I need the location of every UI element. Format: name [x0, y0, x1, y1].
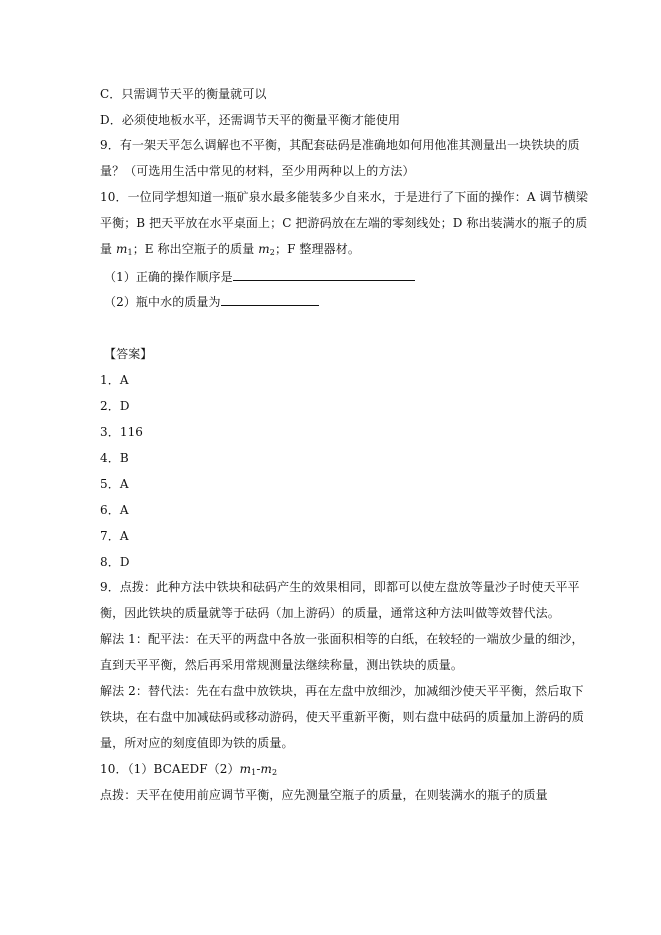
solution-2-line-2: 铁块，在右盘中加减砝码或移动游码，使天平重新平衡，则右盘中砝码的质量加上游码的质 [100, 710, 585, 724]
answer-3: 3．116 [100, 425, 144, 439]
answer-10 [100, 761, 277, 781]
m2-symbol: m [258, 242, 270, 256]
q10-text-b: ；E 称出空瓶子的质量 [132, 242, 259, 256]
question-10-line-1: 10．一位同学想知道一瓶矿泉水最多能装多少自来水，于是进行了下面的操作：A 调节横梁 [100, 190, 588, 204]
answer-header: 【答案】 [104, 347, 153, 361]
answer-m1-symbol: m [239, 762, 252, 776]
question-10-line-2: 平衡；B 把天平放在水平桌面上；C 把游码放在左端的零刻线处；D 称出装满水的瓶子的质 [100, 216, 588, 230]
option-c: C．只需调节天平的衡量就可以 [100, 87, 267, 101]
answer-m2-subscript: 2 [271, 768, 278, 777]
final-explanation: 点拨：天平在使用前应调节平衡，应先测量空瓶子的质量，在则装满水的瓶子的质量 [100, 788, 548, 802]
solution-2-line-3: 量，所对应的刻度值即为铁的质量。 [100, 736, 294, 750]
question-9-line-1: 9．有一架天平怎么调解也不平衡，其配套砝码是准确地如何用他准其测量出一块铁块的质 [100, 138, 580, 152]
answer-m2-symbol: m [260, 762, 272, 776]
sub-1-label: （1）正确的操作顺序是 [104, 270, 233, 284]
solution-1-line-2: 直到天平平衡，然后再采用常规测量法继续称量，测出铁块的质量。 [100, 658, 464, 672]
question-10-sub-1 [104, 268, 415, 285]
answer-2: 2．D [100, 399, 130, 413]
solution-2-line-1: 解法 2：替代法：先在右盘中放铁块，再在左盘中放细沙，加减细沙使天平平衡，然后取下 [100, 684, 584, 698]
answer-7: 7．A [100, 529, 129, 543]
answer-4: 4．B [100, 451, 129, 465]
m1-symbol: m [116, 242, 128, 256]
answer-8: 8．D [100, 555, 130, 569]
answer-6: 6．A [100, 503, 129, 517]
explanation-9-line-1: 9．点拨：此种方法中铁块和砝码产生的效果相同，即都可以使左盘放等量沙子时使天平平 [100, 580, 580, 594]
answer-10-prefix: 10．（1）BCAEDF（2） [100, 762, 240, 776]
answer-dash: - [256, 762, 261, 776]
sub-2-label: （2）瓶中水的质量为 [104, 295, 221, 309]
q10-text-a: 量 [100, 242, 117, 256]
explanation-9-line-2: 衡，因此铁块的质量就等于砝码（加上游码）的质量，通常这种方法叫做等效替代法。 [100, 606, 560, 620]
question-10-sub-2 [104, 293, 319, 310]
m2-subscript: 2 [269, 248, 275, 257]
question-9-line-2: 量？（可选用生活中常见的材料，至少用两种以上的方法） [100, 164, 415, 178]
answer-m1-subscript: 1 [251, 768, 257, 777]
answer-1: 1．A [100, 373, 129, 387]
answer-blank-1 [233, 268, 415, 281]
question-10-line-3 [100, 241, 360, 261]
solution-1-line-1: 解法 1：配平法：在天平的两盘中各放一张面积相等的白纸，在较轻的一端放少量的细沙， [100, 632, 584, 646]
answer-blank-2 [221, 293, 319, 306]
m1-subscript: 1 [127, 248, 133, 257]
q10-text-c: ；F 整理器材。 [274, 242, 360, 256]
option-d: D．必须使地板水平，还需调节天平的衡量平衡才能使用 [100, 113, 401, 127]
answer-5: 5．A [100, 477, 129, 491]
